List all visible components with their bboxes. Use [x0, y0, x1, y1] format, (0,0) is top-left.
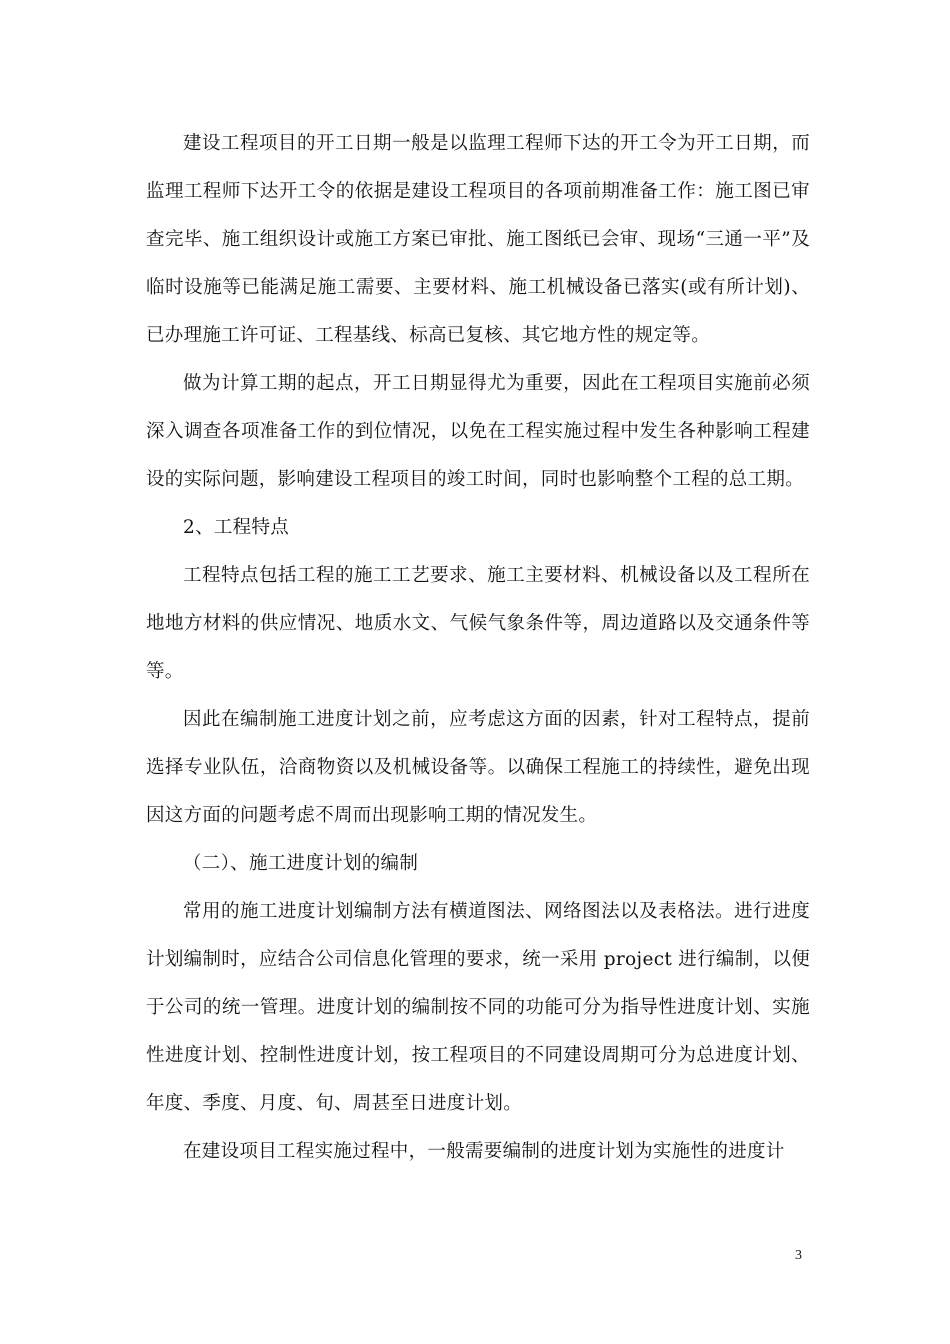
section-heading-schedule-compilation: （二）、施工进度计划的编制	[183, 853, 419, 874]
paragraph-start-date: 建设工程项目的开工日期一般是以监理工程师下达的开工令为开工日期，而监理工程师下达开工令的依据是建设工程项目的各项前期准备工作：施工图已审查完毕、施工组织设计或施工方案已审批、施工图纸已会审、现场“三通一平”及临时设施等已能满足施工需要、主要材料、施工机械设备已落实(或有所计划)、已办理施工许可证、工程基线、标高已复核、其它地方性的规定等。	[146, 133, 810, 346]
section-heading-project-features: 2、工程特点	[183, 517, 290, 538]
paragraph-project-features: 工程特点包括工程的施工工艺要求、施工主要材料、机械设备以及工程所在地地方材料的供应情况、地质水文、气候气象条件等，周边道路以及交通条件等等。	[146, 565, 810, 682]
paragraph-schedule-methods: 常用的施工进度计划编制方法有横道图法、网络图法以及表格法。进行进度计划编制时，应结合公司信息化管理的要求，统一采用 project 进行编制，以便于公司的统一管理。进度计划的编制按不同的功能可分为指导性进度计划、实施性进度计划、控制性进度计划，按工程项目的不同建设周期可分为总进度计划、年度、季度、月度、旬、周甚至日进度计划。	[146, 901, 810, 1114]
paragraph-implementation-schedule: 在建设项目工程实施过程中，一般需要编制的进度计划为实施性的进度计	[183, 1141, 785, 1162]
paragraph-start-date-importance: 做为计算工期的起点，开工日期显得尤为重要，因此在工程项目实施前必须深入调查各项准备工作的到位情况，以免在工程实施过程中发生各种影响工程建设的实际问题，影响建设工程项目的竣工时间，同时也影响整个工程的总工期。	[146, 373, 810, 490]
paragraph-planning-considerations: 因此在编制施工进度计划之前，应考虑这方面的因素，针对工程特点，提前选择专业队伍，洽商物资以及机械设备等。以确保工程施工的持续性，避免出现因这方面的问题考虑不周而出现影响工期的情况发生。	[146, 709, 810, 826]
page-number: 3	[795, 1248, 802, 1263]
body-text	[146, 120, 810, 1176]
